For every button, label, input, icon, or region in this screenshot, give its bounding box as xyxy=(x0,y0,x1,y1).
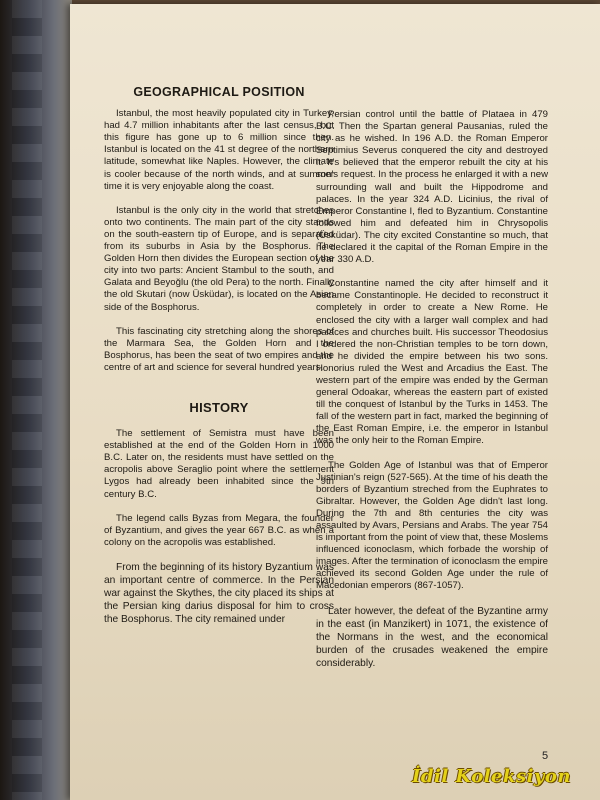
right-paragraph-1: Persian control until the battle of Plataea in 479 B.C. Then the Spartan general Pausanias, ruled the city as he wished. In 196 A.D. the Roman Emperor Septimius Severus conquered the city and destroyed it. It's believed that the emperor rebuilt the city at his son's request. In the process he enlarged it with a new surrounding wall and built the Hippodrome and palaces. In the year 324 A.D. Licinius, the rival of Emperor Constantine I, fled to Byzantium. Constantine followed him and defeated him in Chrysopolis (Üsküdar). The city excited Constantine so much, that he declared it the capital of the Roman Empire in the year 330 A.D. xyxy=(316,109,548,266)
history-paragraph-3: From the beginning of its history Byzantium was an important centre of commerce. In the Persian war against the Skythes, the city placed its ships at the Persian king darius disposal for him to cross the Bosphorus. The city remained under xyxy=(104,561,334,625)
geo-paragraph-1: Istanbul, the most heavily populated city in Turkey, had 4.7 million inhabitants after the last census, but this figure has gone up to 6 million since then. Istanbul is located on the 41 st degree of the northern latitude, somewhat like Naples. However, the climate is cooler because of the north winds, and at summer time it is very enjoyable along the coast. xyxy=(104,108,334,192)
history-paragraph-2: The legend calls Byzas from Megara, the founder of Byzantium, and gives the year 667 B.C. as when a colony on the acropolis was established. xyxy=(104,512,334,548)
right-paragraph-4: Later however, the defeat of the Byzantine army in the east (in Manzikert) in 1071, the existence of the Normans in the west, and the economical burden of the crusades weakened the empire considerably. xyxy=(316,605,548,669)
page-number: 5 xyxy=(542,750,549,762)
geographical-position-heading: GEOGRAPHICAL POSITION xyxy=(133,85,305,99)
history-heading: HISTORY xyxy=(189,399,249,415)
adjacent-page-edge xyxy=(0,0,72,800)
history-paragraph-1: The settlement of Semistra must have been established at the end of the Golden Horn in 1000 B.C. Later on, the residents must have settled on the acropolis above Seraglio point where the settlement Lygos had already been inhabited since the 9th century B.C. xyxy=(104,428,334,500)
watermark-text: İdil Koleksiyon xyxy=(412,766,571,787)
right-column xyxy=(316,109,548,682)
left-column xyxy=(104,86,334,638)
right-paragraph-3: The Golden Age of Istanbul was that of Emperor Justinian's reign (527-565). At the time of his death the borders of Byzantium streched from the Euphrates to Gibraltar. However, the Golden Age didn't last long. During the 7th and 8th centuries the city was assaulted by Avars, Persians and Arabs. The year 754 is important from the point of view that, these Moslems influenced iconoclasm, which forbade the worship of images. After the termination of iconoclasm the empire achieved its second Golden Age under the rule of Macedonian emperors (867-1057). xyxy=(316,459,548,592)
document-page xyxy=(70,4,600,800)
geo-paragraph-2: Istanbul is the only city in the world that stretches onto two continents. The main part of the city stands on the south-eastern tip of Europe, and is separated from its suburbs in Asia by the Bosphorus. The Golden Horn then divides the European section of the city into two parts: Ancient Stambul to the south, and Galata and Beyoğlu (the old Pera) to the north. Finally the old Skutari (now Üsküdar), is located on the Asian side of the Bosphorus. xyxy=(104,204,334,313)
geo-paragraph-3: This fascinating city stretching along the shores of the Marmara Sea, the Golden Horn and the Bosphorus, has been the seat of two empires and the centre of art and science for several hundred years. xyxy=(104,325,334,373)
right-paragraph-2: Constantine named the city after himself and it became Constantinople. He decided to reconstruct it completely in order to create a New Rome. He enclosed the city with a larger wall complex and had palaces and churches built. His successor Theodosius I ordered the non-Christian temples to be torn down, and he divided the empire between his two sons. Honorius ruled the West and Arcadius the East. The western part of the empire was ended by the German general Odoakar, whereas the eastern part of existed till the conquest of Istanbul by the Turks in 1453. The fall of the western part in fact, marked the beginning of the East Roman Empire, i.e. the emperor in Istanbul was the only heir to the Roman Empire. xyxy=(316,278,548,447)
